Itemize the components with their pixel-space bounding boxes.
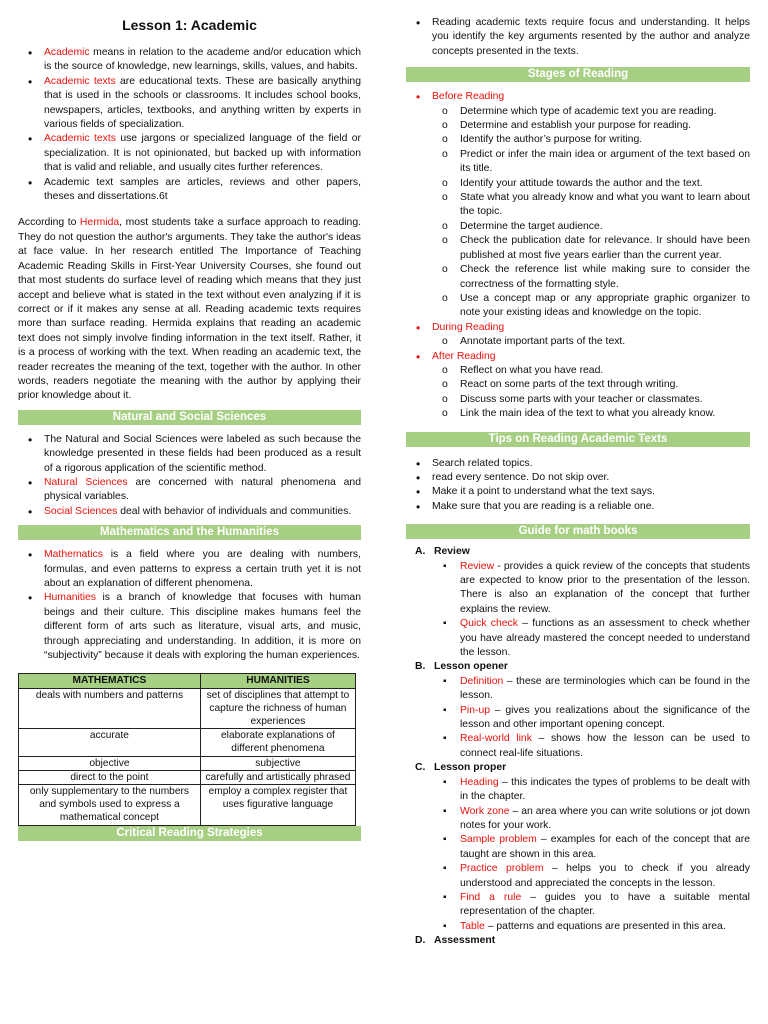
- column-header-humanities: HUMANITIES: [200, 674, 355, 688]
- table-cell: direct to the point: [19, 770, 201, 784]
- list-item: ▪ Practice problem – helps you to check if you already understood and appreciated the concepts in the lesson.: [406, 862, 750, 891]
- table-cell: accurate: [19, 729, 201, 756]
- section-heading-tips: Tips on Reading Academic Texts: [406, 432, 750, 447]
- table-row: [19, 729, 356, 756]
- sub-item: o Reflect on what you have read.: [406, 364, 750, 378]
- table-cell: set of disciplines that attempt to capture the richness of human experiences: [200, 688, 355, 729]
- table-cell: carefully and artistically phrased: [200, 770, 355, 784]
- math-humanities-list: [18, 548, 361, 663]
- sub-item: o Identify the author’s purpose for writing.: [406, 133, 750, 147]
- section-heading-critical-reading: Critical Reading Strategies: [18, 826, 361, 841]
- sub-item: o Check the publication date for relevance. Ir should have been published at most five years earlier than the current year.: [406, 234, 750, 263]
- right-column: [406, 0, 750, 949]
- list-item: ▪ Real-world link – shows how the lesson can be used to connect real-life situations.: [406, 732, 750, 761]
- sub-item: o Predict or infer the main idea or argument of the text based on its title.: [406, 148, 750, 177]
- table-row: [19, 756, 356, 770]
- list-item: ▪ Definition – these are terminologies which can be found in the lesson.: [406, 675, 750, 704]
- key-term: Pin-up: [460, 704, 491, 716]
- natural-sciences-list: [18, 433, 361, 519]
- stages-list: [406, 90, 750, 421]
- table-row: [19, 785, 356, 826]
- list-item: • read every sentence. Do not skip over.: [406, 471, 750, 485]
- guide-section-title: B. Lesson opener: [415, 661, 508, 673]
- list-item: • Social Sciences deal with behavior of individuals and communities.: [18, 505, 361, 519]
- section-heading-math-guide: Guide for math books: [406, 524, 750, 539]
- guide-section-title: D. Assessment: [415, 935, 496, 947]
- guide-section-assessment: [406, 934, 750, 948]
- list-item: ▪ Find a rule – guides you to have a suitable mental representation of the chapter.: [406, 891, 750, 920]
- key-term: Academic texts: [44, 133, 116, 145]
- stage-label-during: • During Reading: [406, 321, 750, 335]
- table-cell: employ a complex register that uses figurative language: [200, 785, 355, 826]
- table-cell: only supplementary to the numbers and symbols used to express a mathematical concept: [19, 785, 201, 826]
- list-item: • Mathematics is a field where you are dealing with numbers, formulas, and even patterns to express a certain truth yet it is not about an explanation of different phenomena.: [18, 548, 361, 591]
- guide-section-lesson-opener: [406, 660, 750, 761]
- list-item: • Reading academic texts require focus and understanding. It helps you identify the key arguments resented by the author and analyze concepts presented in the texts.: [406, 16, 750, 59]
- list-item: ▪ Sample problem – examples for each of the concept that are taught are shown in this area.: [406, 833, 750, 862]
- section-heading-natural-sciences: Natural and Social Sciences: [18, 410, 361, 425]
- list-item: [18, 132, 361, 175]
- sub-item: o Determine the target audience.: [406, 220, 750, 234]
- list-item: ▪ Quick check – functions as an assessment to check whether you have already mastered the concept needed to understand the lesson.: [406, 617, 750, 660]
- item-text: are educational texts. These are basically anything that is used in the schools or classrooms. It includes school books, newspapers, articles, textbooks, and anything written by experts in various fields of specialization.: [44, 75, 361, 131]
- table-cell: deals with numbers and patterns: [19, 688, 201, 729]
- sub-item: o React on some parts of the text through writing.: [406, 378, 750, 392]
- table-cell: elaborate explanations of different phenomena: [200, 729, 355, 756]
- hermida-paragraph: According to Hermida, most students take a surface approach to reading. They do not question the author's arguments. They take the author's ideas at face value. In her research entitled The Importance of Teaching Academic Reading Skills in First-Year University Courses, she found out that most students do surface level of reading which means that they just accept and believe what is stated in the text without even analyzing if it is correct or if it makes any sense at all. Reading academic texts requires more than surface reading. Hermida explains that reading an academic text does not simply involve finding information in the text itself. Rather, it is a process of working with the text. When reading an academic text, the reader recreates the meaning of the text, together with the author. In other words, readers negotiate the meaning with the author by applying their prior knowledge about it.: [18, 217, 361, 402]
- list-item: • Make sure that you are reading is a reliable one.: [406, 500, 750, 514]
- list-item: ▪ Work zone – an area where you can write solutions or jot down notes for your work.: [406, 805, 750, 834]
- sub-item: o State what you already know and what you want to learn about the topic.: [406, 191, 750, 220]
- list-item: [18, 46, 361, 75]
- key-term: Social Sciences: [44, 505, 118, 517]
- sub-item: o Discuss some parts with your teacher or classmates.: [406, 393, 750, 407]
- key-term: Real-world link: [460, 733, 532, 745]
- table-row: [19, 770, 356, 784]
- list-item: ▪ Review - provides a quick review of the concepts that students are expected to know prior to the presentation of the lesson. There is also an explanation of the concept that further explains the review.: [406, 560, 750, 618]
- stage-label-before: • Before Reading: [406, 90, 750, 104]
- key-term: Table: [460, 920, 485, 932]
- key-term: Heading: [460, 776, 499, 788]
- author-name: Hermida: [79, 217, 120, 229]
- list-item: • The Natural and Social Sciences were labeled as such because the knowledge presented in these fields had been produced as a result of a rigorous application of the scientific method.: [18, 433, 361, 476]
- key-term: Quick check: [460, 618, 518, 630]
- list-item: ▪ Table – patterns and equations are presented in this area.: [406, 920, 750, 934]
- guide-section-title: A. Review: [415, 546, 470, 558]
- key-term: Academic texts: [44, 75, 116, 87]
- key-term: Humanities: [44, 592, 96, 604]
- list-item: ▪ Pin-up – gives you realizations about the significance of the lesson and other important opening concept.: [406, 704, 750, 733]
- intro-list: [18, 46, 361, 204]
- table-header-row: [19, 674, 356, 688]
- focus-list: [406, 16, 750, 59]
- item-text: means in relation to the academe and/or education which is the source of knowledge, new learnings, skills, values, and habits.: [44, 47, 361, 73]
- sub-item: o Link the main idea of the text to what you already know.: [406, 407, 750, 421]
- key-term: Academic: [44, 47, 90, 58]
- key-term: Practice problem: [460, 863, 544, 875]
- table-cell: subjective: [200, 756, 355, 770]
- list-item: [18, 75, 361, 133]
- item-text: Academic text samples are articles, reviews and other papers, theses and dissertations.6t: [44, 176, 361, 203]
- list-item: • Humanities is a branch of knowledge that focuses with human beings and their culture. This discipline makes humans feel the different form of arts such as literature, visual arts, and music, through appreciating and understanding. In addition, it is more on “subjectivity” because it deals with exploring the human experiences.: [18, 591, 361, 663]
- key-term: Work zone: [460, 805, 510, 817]
- key-term: Definition: [460, 675, 504, 687]
- guide-section-lesson-proper: [406, 761, 750, 934]
- column-header-mathematics: MATHEMATICS: [19, 674, 201, 688]
- key-term: Find a rule: [460, 891, 522, 903]
- sub-item: o Determine which type of academic text you are reading.: [406, 105, 750, 119]
- sub-item: o Annotate important parts of the text.: [406, 335, 750, 349]
- stage-label-after: • After Reading: [406, 350, 750, 364]
- key-term: Sample problem: [460, 834, 537, 846]
- sub-item: o Identify your attitude towards the author and the text.: [406, 177, 750, 191]
- item-text: use jargons or specialized language of the field or specialization. It is not opinionated, but backed up with information that is valid and reliable, and usually cites further references.: [44, 133, 361, 174]
- section-heading-stages: Stages of Reading: [406, 67, 750, 82]
- list-item: • Natural Sciences are concerned with natural phenomena and physical variables.: [18, 476, 361, 505]
- list-item: [18, 176, 361, 205]
- page-title: Lesson 1: Academic: [122, 17, 257, 33]
- table-cell: objective: [19, 756, 201, 770]
- sub-item: o Check the reference list while making sure to consider the correctness of the formatting style.: [406, 263, 750, 292]
- list-item: • Search related topics.: [406, 457, 750, 471]
- sub-item: o Determine and establish your purpose for reading.: [406, 119, 750, 133]
- section-heading-math-humanities: Mathematics and the Humanities: [18, 525, 361, 540]
- left-column: [18, 0, 361, 841]
- tips-list: [406, 457, 750, 515]
- list-item: • Make it a point to understand what the text says.: [406, 485, 750, 499]
- comparison-table: [18, 673, 356, 825]
- guide-section-title: C. Lesson proper: [415, 762, 507, 774]
- table-row: [19, 688, 356, 729]
- sub-item: o Use a concept map or any appropriate graphic organizer to note your existing ideas and knowledge on the topic.: [406, 292, 750, 321]
- key-term: Natural Sciences: [44, 476, 128, 488]
- key-term: Review: [460, 560, 495, 572]
- key-term: Mathematics: [44, 549, 103, 561]
- list-item: ▪ Heading – this indicates the types of problems to be dealt with in the chapter.: [406, 776, 750, 805]
- guide-section-review: [406, 545, 750, 660]
